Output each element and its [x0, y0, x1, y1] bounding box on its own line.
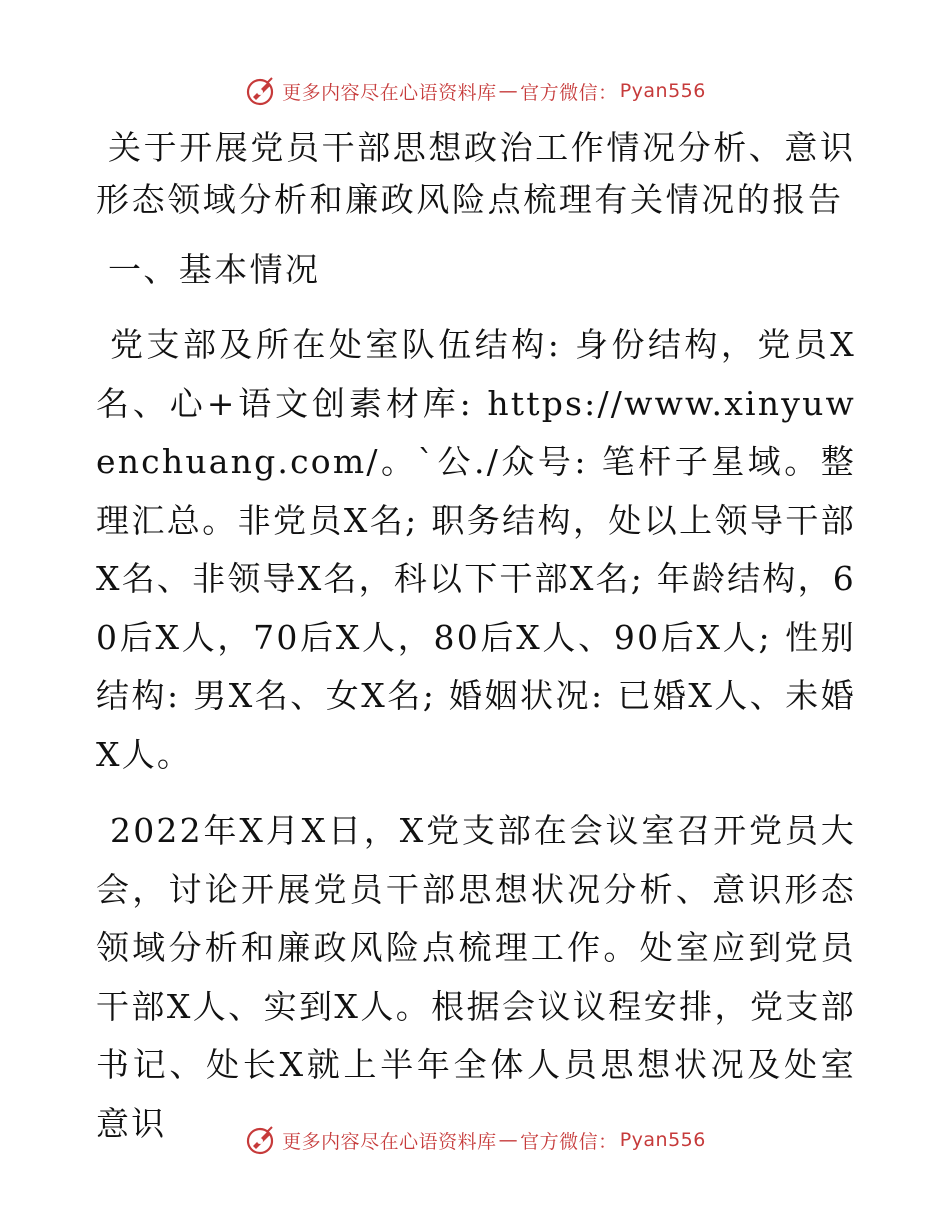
paragraph-2-text: 2022年X月X日，X党支部在会议室召开党员大会，讨论开展党员干部思想状况分析、意识形态领域分析和廉政风险点梳理工作。处室应到党员干部X人、实到X人。根据会议议程安排，党支部书记、处长X就上半年全体人员思想状况及处室意识	[96, 811, 856, 1143]
watermark-banner-top	[0, 71, 950, 111]
watermark-text: 更多内容尽在心语资料库	[282, 1130, 497, 1153]
title-line-1: 关于开展党员干部思想政治工作情况分析、意识	[108, 128, 856, 167]
paragraph-1-text: 党支部及所在处室队伍结构: 身份结构，党员X名、心+语文创素材库: https://www.xinyuwenchuang.com/。`公./众号: 笔杆子星域。整理汇总。非党员X名; 职务结构，处以上领导干部X名、非领导X名，科以下干部X名; 年龄结构，60后X人，70后X人，80后X人、90后X人; 性别结构: 男X名、女X名; 婚姻状况: 已婚X人、未婚X人。	[96, 325, 856, 774]
watermark-wechat-id: Pyan556	[619, 80, 706, 102]
quill-pen-logo-icon	[244, 1123, 278, 1157]
paragraph-meeting	[96, 802, 856, 1153]
document-title	[96, 122, 856, 226]
paragraph-team-structure	[96, 316, 856, 784]
watermark-banner-bottom	[0, 1120, 950, 1160]
watermark-label: 官方微信：	[520, 81, 618, 104]
quill-pen-logo-icon	[244, 74, 278, 108]
watermark-text: 更多内容尽在心语资料库	[282, 81, 497, 104]
watermark-wechat-id: Pyan556	[619, 1129, 706, 1151]
watermark-dash: —	[498, 80, 519, 102]
title-line-2: 形态领域分析和廉政风险点梳理有关情况的报告	[96, 180, 844, 219]
watermark-label: 官方微信：	[520, 1130, 618, 1153]
document-body	[96, 122, 856, 1171]
watermark-dash: —	[498, 1129, 519, 1151]
section-heading: 一、基本情况	[108, 250, 321, 289]
